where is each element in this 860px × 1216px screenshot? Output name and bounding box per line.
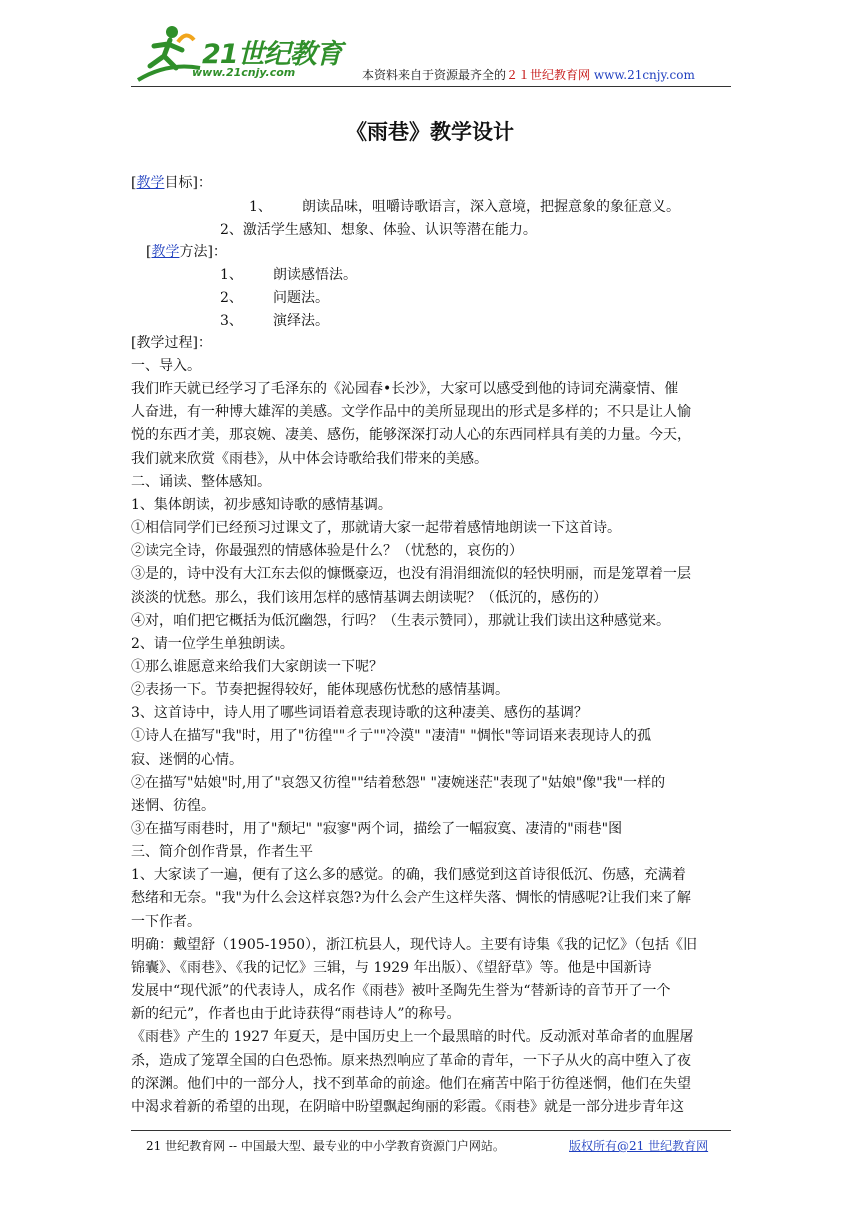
header-divider bbox=[131, 86, 731, 87]
body-line: ②表扬一下。节奏把握得较好，能体现感伤忧愁的感情基调。 bbox=[131, 682, 509, 699]
header-note-brand[interactable]: ２１世纪教育网 bbox=[506, 68, 591, 82]
footer-divider bbox=[131, 1130, 731, 1131]
body-line: 一下作者。 bbox=[131, 913, 201, 930]
body-line: 我们昨天就已经学习了毛泽东的《沁园春•长沙》，大家可以感受到他的诗词充满豪情、催 bbox=[131, 381, 679, 398]
body-line: 3、这首诗中，诗人用了哪些词语着意表现诗歌的这种凄美、感伤的基调？ bbox=[131, 705, 588, 722]
body-line: 二、诵读、整体感知。 bbox=[131, 473, 271, 490]
body-line: 三、简介创作背景，作者生平 bbox=[131, 844, 313, 861]
body-line: 杀，造成了笼罩全国的白色恐怖。原来热烈响应了革命的青年，一下子从火的高中堕入了夜 bbox=[131, 1052, 691, 1069]
goals-label-text: 目标]： bbox=[164, 175, 212, 191]
goal-1-text: 朗读品味，咀嚼诗歌语言，深入意境，把握意象的象征意义。 bbox=[302, 199, 680, 215]
site-logo[interactable] bbox=[128, 22, 348, 88]
body-line: 我们就来欣赏《雨巷》，从中体会诗歌给我们带来的美感。 bbox=[131, 450, 488, 467]
footer-copyright-link[interactable]: 版权所有@21 世纪教育网 bbox=[569, 1139, 709, 1153]
logo-url: www.21cnjy.com bbox=[192, 66, 296, 79]
method-3-number: 3、 bbox=[220, 313, 243, 329]
body-line: 新的纪元”，作者也由于此诗获得“雨巷诗人”的称号。 bbox=[131, 1006, 461, 1023]
method-1-text: 朗读感悟法。 bbox=[273, 267, 357, 283]
body-line: 1、集体朗读，初步感知诗歌的感情基调。 bbox=[131, 496, 392, 513]
goals-link[interactable]: 教学 bbox=[136, 175, 165, 191]
goals-label bbox=[131, 174, 212, 192]
body-line: 淡淡的忧愁。那么，我们该用怎样的感情基调去朗读呢？（低沉的，感伤的） bbox=[131, 589, 607, 606]
page-title: 《雨巷》教学设计 bbox=[346, 119, 514, 144]
body-line: ①相信同学们已经预习过课文了，那就请大家一起带着感情地朗读一下这首诗。 bbox=[131, 520, 621, 537]
footer-text: 21 世纪教育网 -- 中国最大型、最专业的中小学教育资源门户网站。 bbox=[146, 1139, 505, 1153]
body-line: 明确：戴望舒（1905-1950），浙江杭县人，现代诗人。主要有诗集《我的记忆》（包括《旧 bbox=[131, 936, 697, 953]
body-line: ①诗人在描写"我"时，用了"彷徨""彳亍""冷漠" "凄清" "惆怅"等词语来表现诗人的孤 bbox=[131, 728, 652, 745]
goal-1-number: 1、 bbox=[249, 199, 272, 215]
body-line: 的深渊。他们中的一部分人，找不到革命的前途。他们在痛苦中陷于彷徨迷惘，他们在失望 bbox=[131, 1075, 691, 1092]
header-note bbox=[362, 66, 695, 83]
bracket-open: [ bbox=[146, 244, 152, 260]
body-line: 人奋进，有一种博大雄浑的美感。文学作品中的美所显现出的形式是多样的；不只是让人愉 bbox=[131, 404, 691, 421]
process-label: [教学过程]： bbox=[131, 335, 212, 351]
body-line: 中渴求着新的希望的出现，在阴暗中盼望飘起绚丽的彩霞。《雨巷》就是一部分进步青年这 bbox=[131, 1098, 684, 1115]
methods-label bbox=[146, 243, 227, 261]
header-note-url[interactable]: www.21cnjy.com bbox=[593, 68, 695, 82]
body-line: ①那么谁愿意来给我们大家朗读一下呢？ bbox=[131, 658, 383, 675]
method-2-text: 问题法。 bbox=[273, 290, 329, 306]
logo-text: 21世纪教育 bbox=[202, 39, 342, 70]
body-line: 发展中“现代派”的代表诗人，成名作《雨巷》被叶圣陶先生誉为“替新诗的音节开了一个 bbox=[131, 983, 671, 1000]
method-2-number: 2、 bbox=[220, 290, 243, 306]
method-1-number: 1、 bbox=[220, 267, 243, 283]
body-line: ②在描写"姑娘"时,用了"哀怨又彷徨""结着愁怨" "凄婉迷茫"表现了"姑娘"像"我"一样的 bbox=[131, 774, 666, 791]
body-line: 悦的东西才美，那哀婉、凄美、感伤，能够深深打动人心的东西同样具有美的力量。今天， bbox=[131, 427, 691, 444]
bracket-open: [ bbox=[131, 175, 137, 191]
body-line: 愁绪和无奈。"我"为什么会这样哀怨?为什么会产生这样失落、惆怅的情感呢?让我们来了解 bbox=[131, 890, 691, 907]
body-line: 1、大家读了一遍，便有了这么多的感觉。的确，我们感觉到这首诗很低沉、伤感，充满着 bbox=[131, 867, 686, 884]
body-line: 锦囊》、《雨巷》、《我的记忆》三辑，与 1929 年出版）、《望舒草》等。他是中国新诗 bbox=[131, 959, 652, 976]
body-line: 迷惘、彷徨。 bbox=[131, 797, 215, 814]
method-3-text: 演绎法。 bbox=[273, 313, 329, 329]
body-line: 寂、迷惘的心情。 bbox=[131, 751, 243, 768]
methods-link[interactable]: 教学 bbox=[151, 244, 180, 260]
header-note-prefix: 本资料来自于资源最齐全的 bbox=[362, 68, 507, 82]
body-line: ②读完全诗，你最强烈的情感体验是什么？（忧愁的，哀伤的） bbox=[131, 543, 523, 560]
body-line: 一、导入。 bbox=[131, 358, 201, 374]
body-line: ③是的，诗中没有大江东去似的慷慨豪迈，也没有涓涓细流似的轻快明丽，而是笼罩着一层 bbox=[131, 566, 691, 583]
goal-2: 2、激活学生感知、想象、体验、认识等潜在能力。 bbox=[220, 222, 537, 238]
body-line: ④对，咱们把它概括为低沉幽怨，行吗？（生表示赞同），那就让我们读出这种感觉来。 bbox=[131, 612, 670, 629]
body-line: 《雨巷》产生的 1927 年夏天，是中国历史上一个最黑暗的时代。反动派对革命者的血腥屠 bbox=[131, 1029, 694, 1046]
page-header bbox=[0, 0, 860, 95]
methods-label-text: 方法]： bbox=[179, 244, 227, 260]
body-line: ③在描写雨巷时，用了"颓圮" "寂寥"两个词，描绘了一幅寂寞、凄清的"雨巷"图 bbox=[131, 821, 623, 837]
body-line: 2、请一位学生单独朗读。 bbox=[131, 635, 294, 652]
